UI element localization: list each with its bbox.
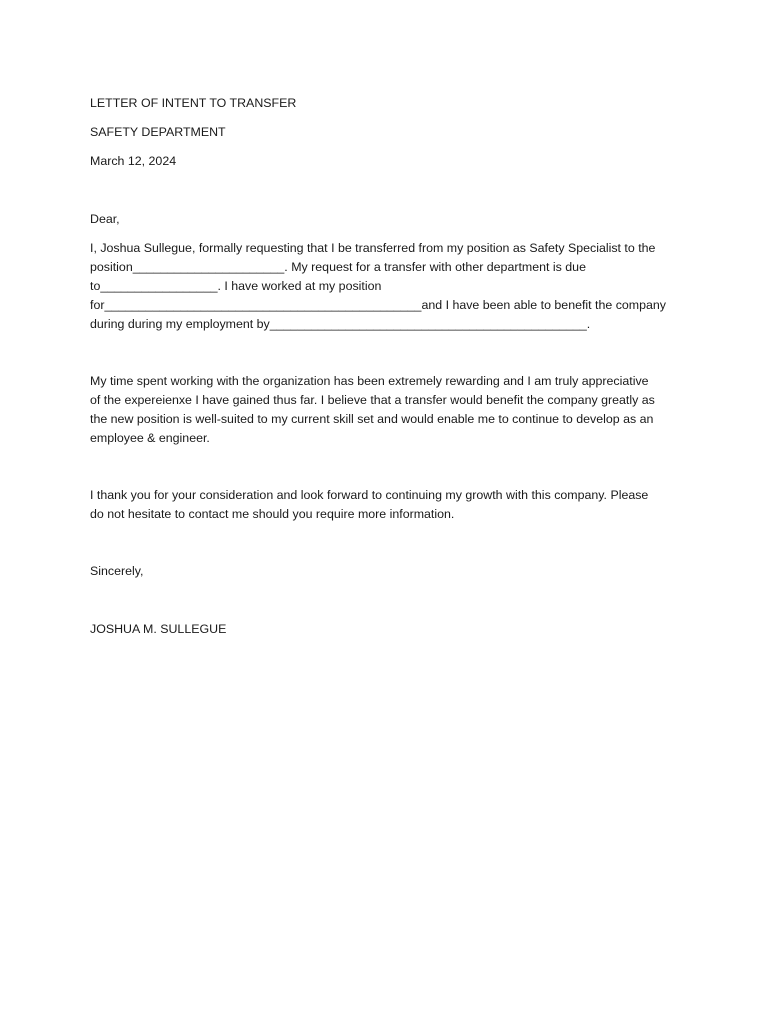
department-name: SAFETY DEPARTMENT <box>90 125 226 139</box>
paragraph-line: of the expereienxe I have gained thus far. I believe that a transfer would benefit the company greatly as <box>90 393 655 407</box>
paragraph-line: I, Joshua Sullegue, formally requesting that I be transferred from my position as Safety Specialist to the <box>90 241 656 255</box>
paragraph-line: to_________________. I have worked at my position <box>90 279 382 293</box>
paragraph-line: I thank you for your consideration and look forward to continuing my growth with this company. Please <box>90 488 649 502</box>
paragraph-line: My time spent working with the organization has been extremely rewarding and I am truly appreciative <box>90 374 649 388</box>
closing: Sincerely, <box>90 564 144 578</box>
paragraph-line: during during my employment by______________________________________________. <box>90 317 591 331</box>
salutation: Dear, <box>90 212 120 226</box>
paragraph-line: for______________________________________________and I have been able to benefit the company <box>90 298 667 312</box>
letter-body <box>90 94 680 639</box>
paragraph-line: the new position is well-suited to my current skill set and would enable me to continue to develop as an <box>90 412 654 426</box>
paragraph-appreciation <box>90 372 680 448</box>
letter-title: LETTER OF INTENT TO TRANSFER <box>90 96 297 110</box>
letter-date: March 12, 2024 <box>90 154 177 168</box>
paragraph-line: position______________________. My request for a transfer with other department is due <box>90 260 586 274</box>
paragraph-line: employee & engineer. <box>90 431 210 445</box>
paragraph-transfer-request <box>90 239 680 334</box>
paragraph-line: do not hesitate to contact me should you require more information. <box>90 507 455 521</box>
paragraph-thanks <box>90 486 680 524</box>
signature-name: JOSHUA M. SULLEGUE <box>90 622 227 636</box>
